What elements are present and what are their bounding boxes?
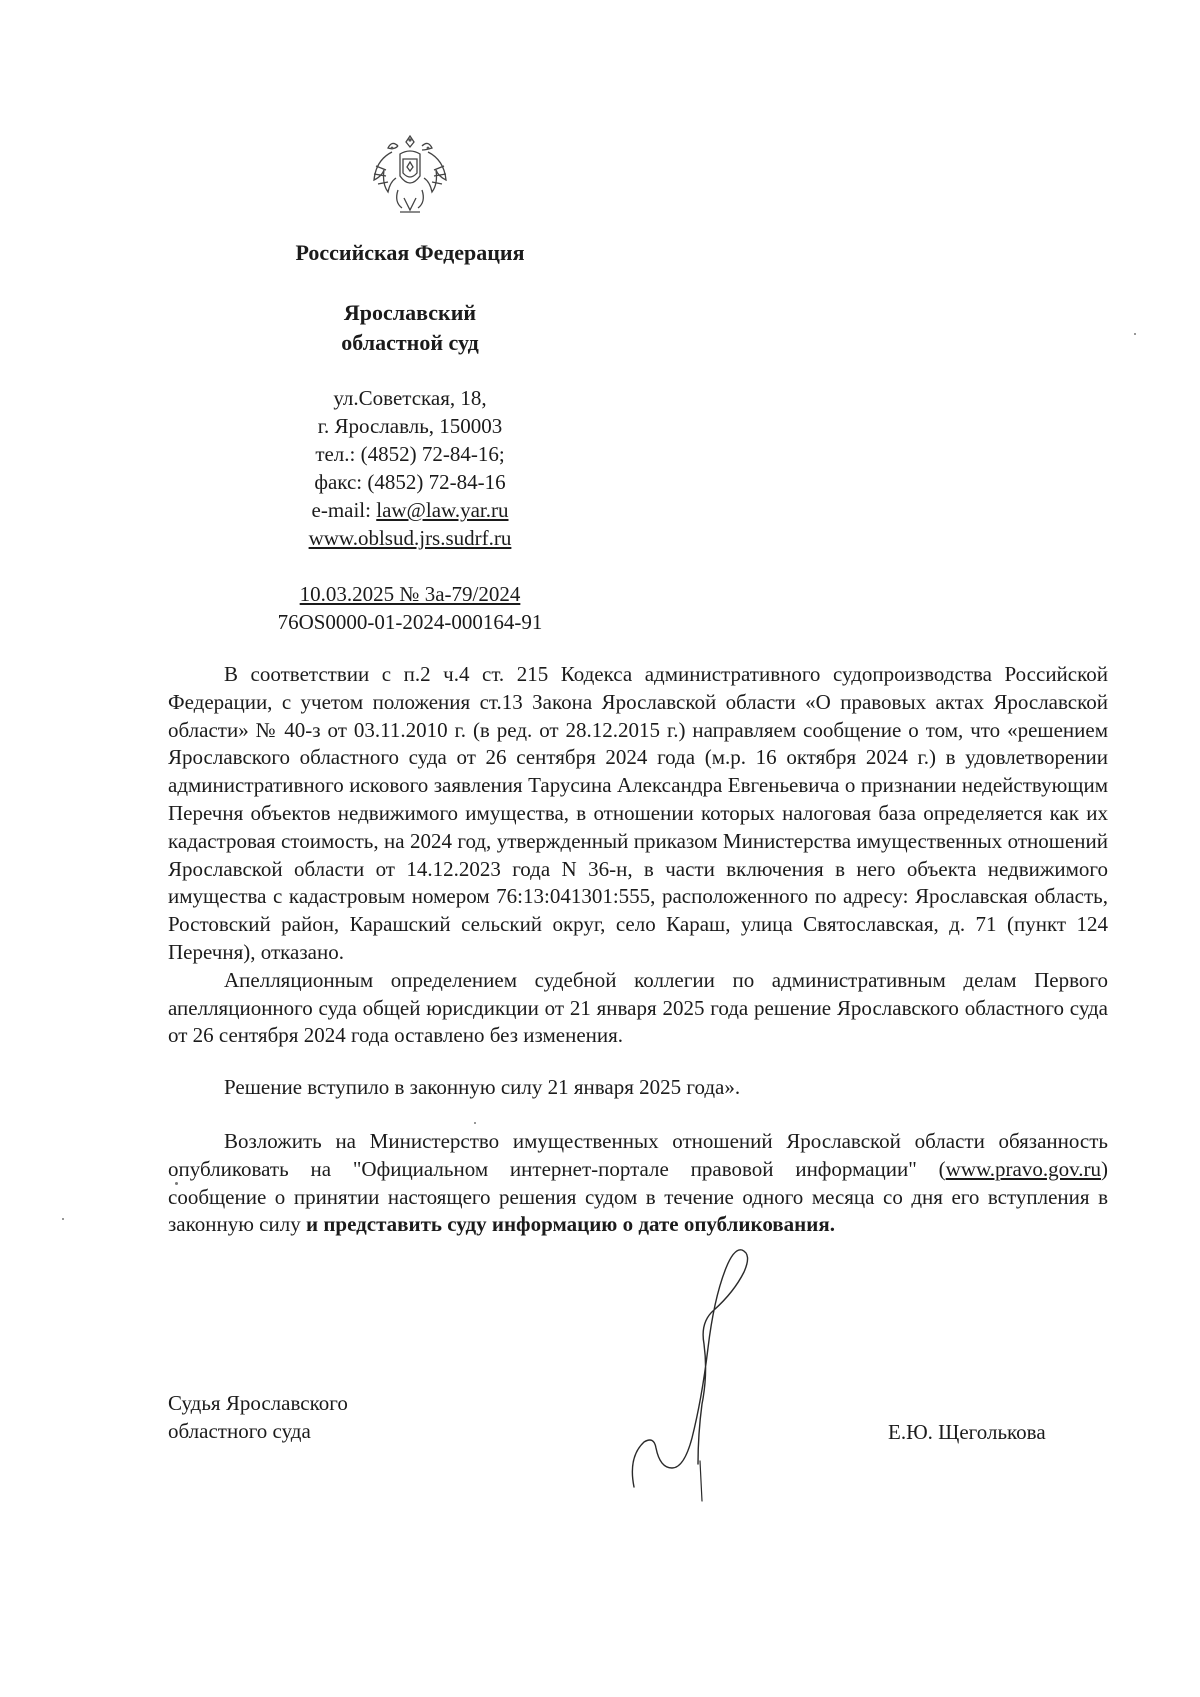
paragraph-4-middle: ) сообщение о принятии настоящего решения судом в течение одного месяца со дня его вступления в законную силу xyxy=(168,1156,1108,1237)
email-label: e-mail: xyxy=(311,498,377,522)
scan-speck xyxy=(175,1182,178,1185)
website-link[interactable]: www.oblsud.jrs.sudrf.ru xyxy=(308,526,512,550)
paragraph-3: Решение вступило в законную силу 21 января 2025 года». xyxy=(224,1075,741,1100)
date-number: 10.03.2025 № 3а-79/2024 xyxy=(299,582,521,606)
paragraph-4 xyxy=(168,1128,1108,1239)
letter-body xyxy=(168,661,1108,1239)
paragraph-4-bold: и представить суду информацию о дате опубликования. xyxy=(305,1212,835,1237)
scan-speck xyxy=(62,1218,64,1220)
reference-block xyxy=(200,580,620,636)
scan-speck xyxy=(1134,333,1136,335)
paragraph-4-start: Возложить на Министерство имущественных отношений Ярославской области обязанность опубликовать на "Официальном интернет-портале правовой информации" ( xyxy=(168,1128,1108,1181)
phone: тел.: (4852) 72-84-16; xyxy=(315,442,505,466)
judge-title xyxy=(168,1389,348,1445)
court-name-line-2: областной суд xyxy=(341,330,479,355)
email-line xyxy=(200,496,620,524)
scan-speck xyxy=(474,1122,476,1124)
paragraph-1: В соответствии с п.2 ч.4 ст. 215 Кодекса административного судопроизводства Российской Федерации, с учетом положения ст.13 Закона Ярославской области «О правовых актах Ярославской области» № 40-з от 03.11.2010 г. (в ред. от 28.12.2015 г.) направляем сообщение о том, что «решением Ярославского областного суда от 26 сентября 2024 года (м.р. 16 октября 2024 г.) в удовлетворении административного искового заявления Тарусина Александра Евгеньевича о признании недействующим Перечня объектов недвижимого имущества, в отношении которых налоговая база определяется как их кадастровая стоимость, на 2024 год, утвержденный приказом Министерства имущественных отношений Ярославской области от 14.12.2023 года N 36-н, в части включения в него объекта недвижимого имущества с кадастровым номером 76:13:041301:555, расположенного по адресу: Ярославская область, Ростовский район, Карашский сельский округ, село Караш, улица Святославская, д. 71 (пункт 124 Перечня), отказано. xyxy=(168,662,1108,964)
judge-title-line-2: областного суда xyxy=(168,1419,311,1443)
coat-of-arms-icon xyxy=(370,132,450,218)
paragraph-2: Апелляционным определением судебной коллегии по административным делам Первого апелляционного суда общей юрисдикции от 21 января 2025 года решение Ярославского областного суда от 26 сентября 2024 года оставлено без изменения. xyxy=(168,967,1108,1048)
pravo-link[interactable]: www.pravo.gov.ru xyxy=(945,1156,1101,1181)
judge-title-line-1: Судья Ярославского xyxy=(168,1391,348,1415)
city: г. Ярославль, 150003 xyxy=(317,414,503,438)
street: ул.Советская, 18, xyxy=(333,386,487,410)
country-name: Российская Федерация xyxy=(295,240,525,265)
court-name-line-1: Ярославский xyxy=(343,300,477,325)
case-id: 76OS0000-01-2024-000164-91 xyxy=(277,610,543,634)
email-link[interactable]: law@law.yar.ru xyxy=(376,498,509,522)
court-name xyxy=(200,298,620,358)
judge-name: Е.Ю. Щеголькова xyxy=(888,1420,1046,1444)
court-address xyxy=(200,384,620,552)
handwritten-signature xyxy=(630,1225,800,1505)
fax: факс: (4852) 72-84-16 xyxy=(314,470,506,494)
